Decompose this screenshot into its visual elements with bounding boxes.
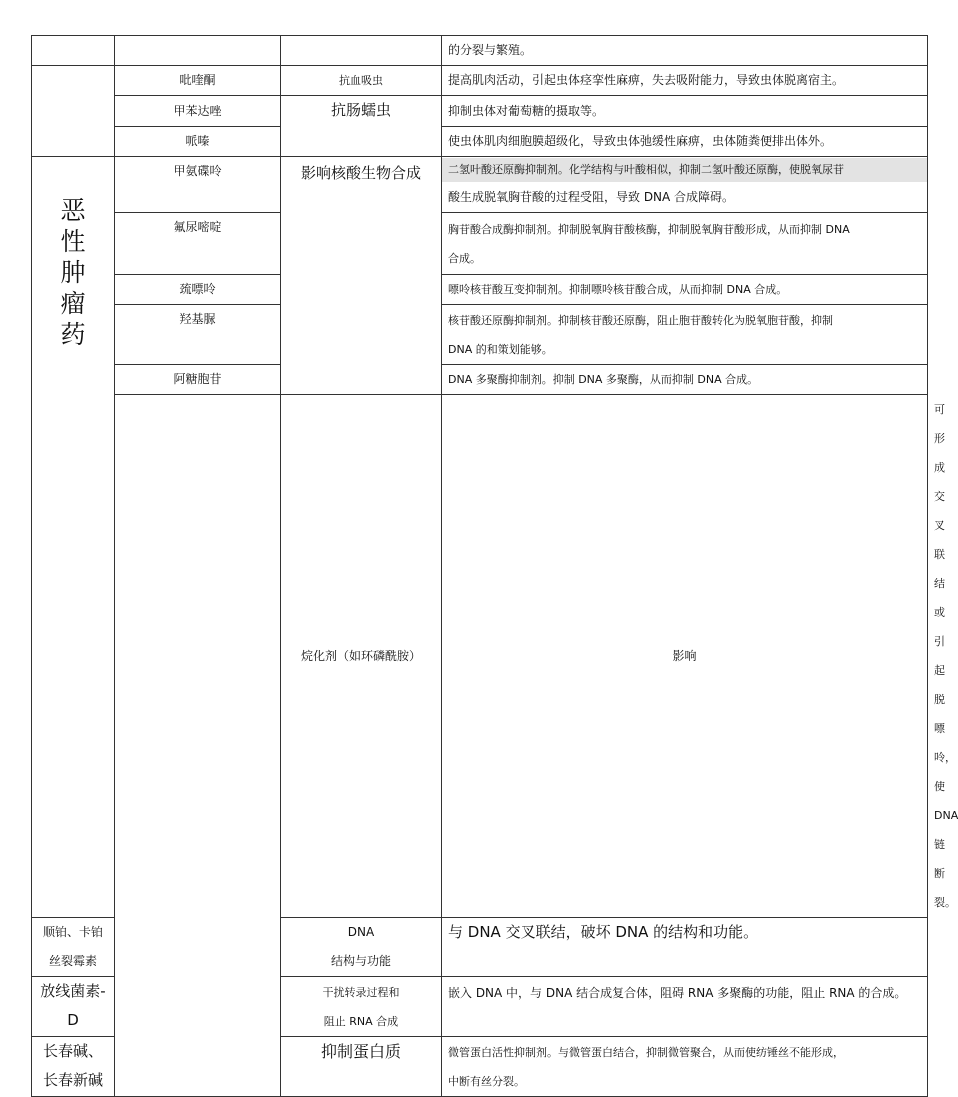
desc-cell (442, 1037, 928, 1097)
desc-line: 胸苷酸合成酶抑制剂。抑制脱氧胸苷酸核酶，抑制脱氧胸苷酸形成，从而抑制 DNA (448, 222, 850, 236)
drug-line: 丝裂霉素 (48, 954, 97, 968)
drug-cell: 烷化剂（如环磷酰胺） (281, 395, 442, 918)
desc-cell (442, 305, 928, 365)
class-cell (281, 36, 442, 66)
desc-line: 中断有丝分裂。 (448, 1074, 525, 1088)
desc-cell: 与 DNA 交叉联结，破坏 DNA 的结构和功能。 (442, 918, 928, 977)
class-cell: 抗血吸虫 (281, 66, 442, 96)
drug-table: 的分裂与繁殖。 吡喹酮 抗血吸虫 提高肌肉活动，引起虫体痉挛性麻痹，失去吸附能力，导致虫体脱离宿主。 甲苯达唑 抗肠蠕虫 抑制虫体对葡萄糖的摄取等。 哌嗪 使虫体肌肉细胞膜超级化，导致虫体弛缓性麻痹，虫体随粪便排出体外。 恶 性 肿 瘤 药 甲氨碟呤 影响核酸生物合成 二氢叶酸还原酶抑制剂。化学结构与叶酸相似，抑制二氢叶酸还原酶，使脱氧尿苷 酸生成脱氧胸苷酸的过程受阻，导致 DNA 合成障碍。 氟尿嘧啶 胸苷酸合成酶抑制剂。抑制脱氧胸苷酸核酶，抑制脱氧胸苷酸形成，从而抑制 DNA 合成。 巯嘌呤 嘌呤核苷酸互变抑制剂。抑制嘌呤核苷酸合成，从而抑制 DNA 合成。 羟基脲 核苷酸还原酶抑制剂。抑制核苷酸还原酶，阻止胞苷酸转化为脱氧胞苷酸，抑制 DNA 的和策划能够。 阿糖胞苷 DNA 多聚酶抑制剂。抑制 DNA 多聚酶，从而抑制 DNA 合成。 烷化剂（如环磷酰胺） 影响 可形成交叉联结或引起脱嘌呤，使 DNA 链断裂。 顺铂、卡铂 丝裂霉素 DNA 结构与功能 与 DNA 交叉联结，破坏 DNA 的结构和功能。 放线菌素-D 干扰转录过程和 阻止 RNA 合成 嵌入 DNA 中，与 DNA 结合成复合体，阻碍 RNA 多聚酶的功能，阻止 RNA 的合成。 长春碱、长春新碱 抑制蛋白质 微管蛋白活性抑制剂。与微管蛋白结合，抑制微管聚合，从而使纺锤丝不能形成， 中断有丝分裂。 (31, 35, 928, 1097)
class-line: 结构与功能 (330, 954, 391, 968)
desc-line: 合成。 (448, 251, 481, 265)
class-cell: 影响核酸生物合成 (281, 157, 442, 395)
desc-cell: 使虫体肌肉细胞膜超级化，导致虫体弛缓性麻痹，虫体随粪便排出体外。 (442, 127, 928, 157)
drug-cell: 甲氨碟呤 (115, 157, 281, 213)
category-cell-empty (32, 36, 115, 66)
drug-cell: 吡喹酮 (115, 66, 281, 96)
drug-line: 顺铂、卡铂 (42, 925, 103, 939)
desc-line-highlight: 二氢叶酸还原酶抑制剂。化学结构与叶酸相似，抑制二氢叶酸还原酶，使脱氧尿苷 (442, 158, 927, 182)
desc-cell: DNA 多聚酶抑制剂。抑制 DNA 多聚酶，从而抑制 DNA 合成。 (442, 365, 928, 395)
class-line: DNA (347, 925, 375, 939)
drug-cell (115, 36, 281, 66)
desc-cell: 抑制虫体对葡萄糖的摄取等。 (442, 96, 928, 127)
category-cell-empty (32, 66, 115, 157)
drug-cell: 甲苯达唑 (115, 96, 281, 127)
class-cell: 影响 (442, 395, 928, 918)
class-cell (281, 977, 442, 1037)
drug-cell: 巯嘌呤 (115, 275, 281, 305)
desc-cell: 的分裂与繁殖。 (442, 36, 928, 66)
desc-line: 微管蛋白活性抑制剂。与微管蛋白结合，抑制微管聚合，从而使纺锤丝不能形成， (448, 1045, 844, 1059)
desc-cell (442, 157, 928, 213)
drug-cell: 氟尿嘧啶 (115, 213, 281, 275)
category-cell-empty (115, 395, 281, 1097)
desc-line: 核苷酸还原酶抑制剂。抑制核苷酸还原酶，阻止胞苷酸转化为脱氧胞苷酸，抑制 (448, 313, 833, 327)
drug-cell: 羟基脲 (115, 305, 281, 365)
class-cell: 抗肠蠕虫 (281, 96, 442, 157)
class-line: 干扰转录过程和 (322, 985, 400, 999)
class-cell: 抑制蛋白质 (281, 1037, 442, 1097)
desc-cell: 嵌入 DNA 中，与 DNA 结合成复合体，阻碍 RNA 多聚酶的功能，阻止 RNA 的合成。 (442, 977, 928, 1037)
desc-cell (442, 213, 928, 275)
desc-cell: 提高肌肉活动，引起虫体痉挛性麻痹，失去吸附能力，导致虫体脱离宿主。 (442, 66, 928, 96)
desc-line: DNA 的和策划能够。 (448, 342, 553, 356)
drug-cell: 长春碱、长春新碱 (32, 1037, 115, 1097)
drug-cell (32, 918, 115, 977)
class-line: 阻止 RNA 合成 (323, 1014, 399, 1028)
drug-cell: 哌嗪 (115, 127, 281, 157)
desc-cell: 嘌呤核苷酸互变抑制剂。抑制嘌呤核苷酸合成，从而抑制 DNA 合成。 (442, 275, 928, 305)
category-label: 恶 性 肿 瘤 药 (32, 157, 115, 918)
drug-cell: 放线菌素-D (32, 977, 115, 1037)
drug-cell: 阿糖胞苷 (115, 365, 281, 395)
class-cell (281, 918, 442, 977)
desc-line: 酸生成脱氧胸苷酸的过程受阻，导致 DNA 合成障碍。 (448, 189, 735, 204)
